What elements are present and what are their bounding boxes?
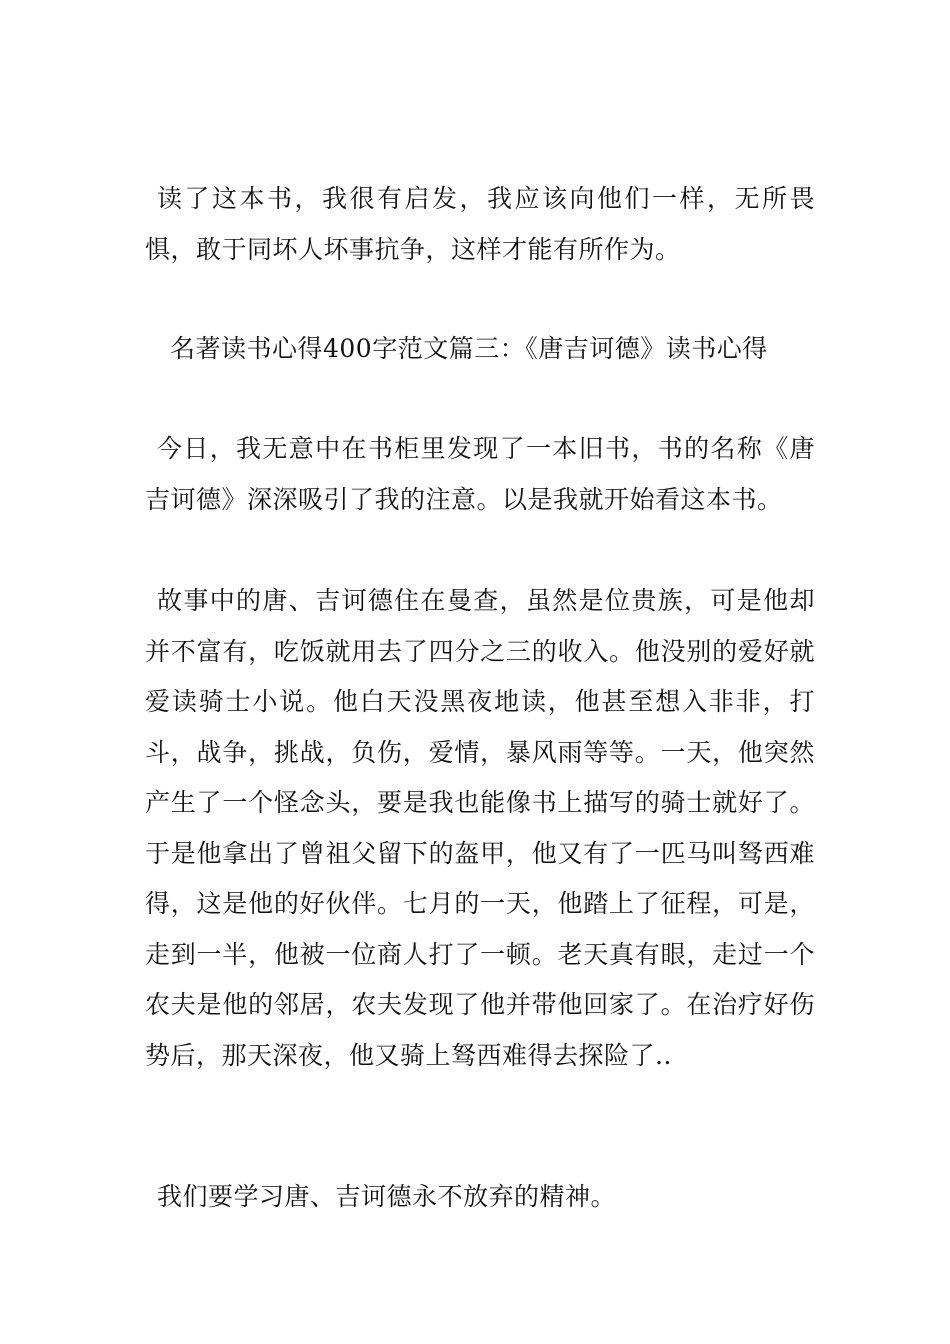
paragraph-intro: 今日，我无意中在书柜里发现了一本旧书，书的名称《唐吉诃德》深深吸引了我的注意。以是我就开始看这本书。 xyxy=(145,434,815,514)
paragraph-conclusion: 我们要学习唐、吉诃德永不放弃的精神。 xyxy=(157,1182,617,1211)
section-heading: 名著读书心得400字范文篇三：《唐吉诃德》读书心得 xyxy=(170,334,768,363)
paragraph-story: 故事中的唐、吉诃德住在曼查，虽然是位贵族，可是他却并不富有，吃饭就用去了四分之三的收入。他没别的爱好就爱读骑士小说。他白天没黑夜地读，他甚至想入非非，打斗，战争，挑战，负伤，爱情，暴风雨等等。一天，他突然产生了一个怪念头，要是我也能像书上描写的骑士就好了。于是他拿出了曾祖父留下的盔甲，他又有了一匹马叫驽西难得，这是他的好伙伴。七月的一天，他踏上了征程，可是，走到一半，他被一位商人打了一顿。老天真有眼，走过一个农夫是他的邻居，农夫发现了他并带他回家了。在治疗好伤势后，那天深夜，他又骑上驽西难得去探险了.. xyxy=(145,586,815,1070)
paragraph-reflection: 读了这本书，我很有启发，我应该向他们一样，无所畏惧，敢于同坏人坏事抗争，这样才能有所作为。 xyxy=(145,184,815,264)
